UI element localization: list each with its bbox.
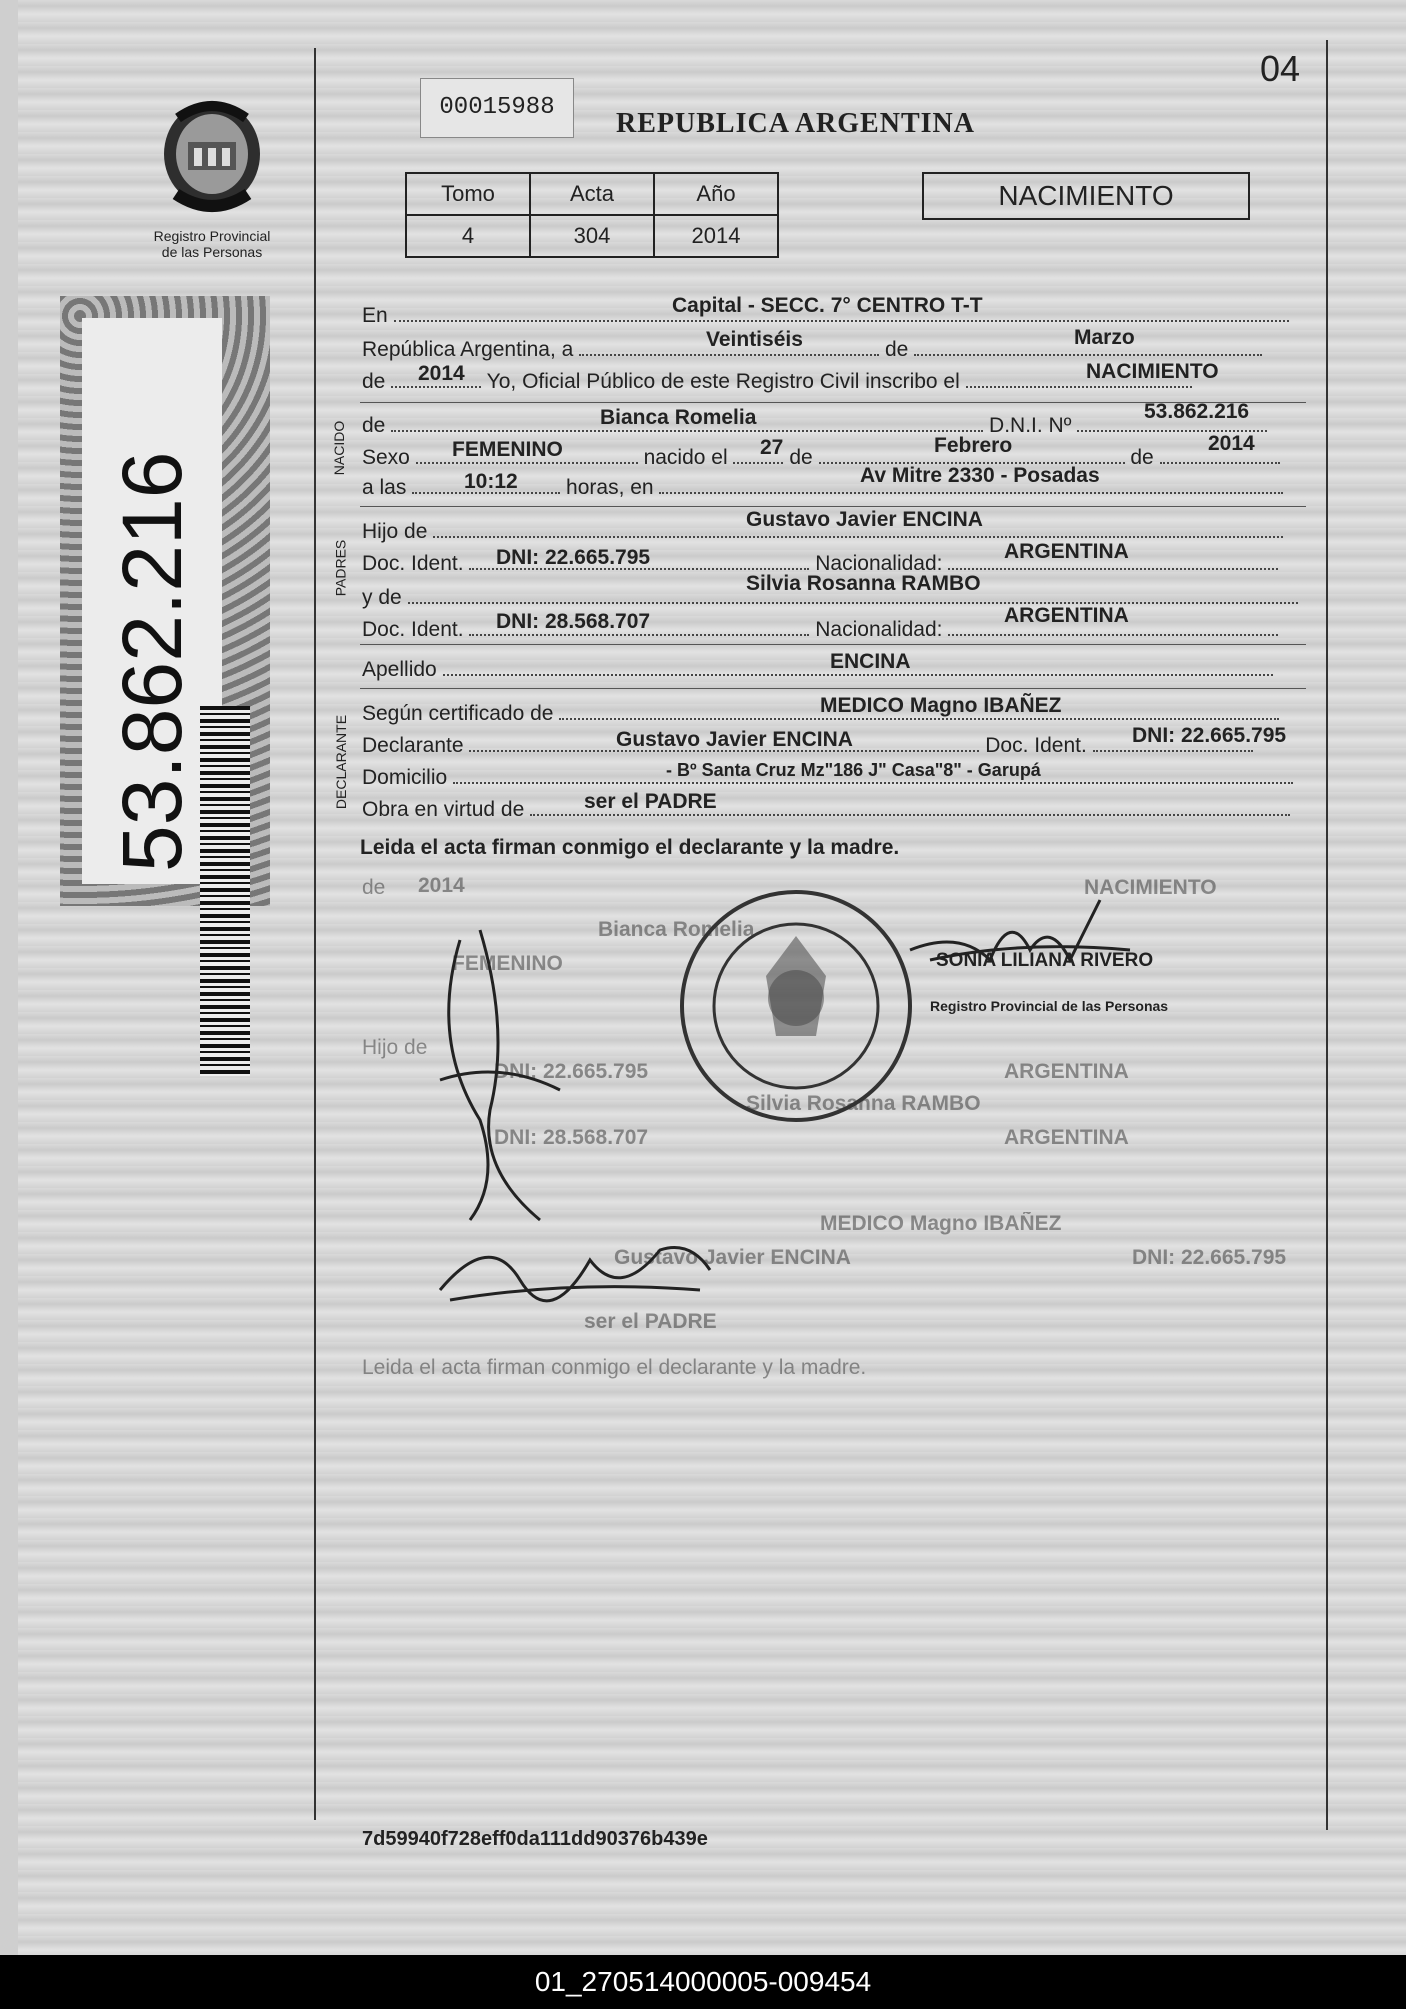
nacido-label: nacido el bbox=[643, 446, 728, 469]
ghost-closing: Leida el acta firman conmigo el declarante y la madre. bbox=[362, 1356, 867, 1379]
ghost-nac1-value: ARGENTINA bbox=[1004, 1060, 1129, 1083]
hijo-label: Hijo de bbox=[362, 520, 428, 543]
side-label-padres: PADRES bbox=[332, 539, 349, 597]
ghost-year-value: 2014 bbox=[418, 874, 465, 897]
cert-label: Según certificado de bbox=[362, 702, 554, 725]
de2-label: de bbox=[362, 370, 386, 393]
doc1-label: Doc. Ident. bbox=[362, 552, 464, 575]
document-title: REPUBLICA ARGENTINA bbox=[616, 108, 975, 139]
oficial-text: Yo, Oficial Público de este Registro Civil inscribo el bbox=[486, 370, 960, 393]
de-name-label: de bbox=[362, 414, 386, 437]
name-value: Bianca Romelia bbox=[600, 406, 757, 429]
ghost-cert-value: MEDICO Magno IBAÑEZ bbox=[820, 1212, 1062, 1235]
dni-label: D.N.I. Nº bbox=[989, 414, 1072, 437]
domicilio-label: Domicilio bbox=[362, 766, 448, 789]
table-header-acta: Acta bbox=[530, 173, 654, 215]
de3-label: de bbox=[789, 446, 813, 469]
registry-line-2: de las Personas bbox=[161, 244, 263, 260]
table-value-acta: 304 bbox=[530, 215, 654, 257]
signer-name: SONIA LILIANA RIVERO bbox=[936, 950, 1154, 971]
dni-number-vertical: 53.862.216 bbox=[105, 451, 199, 872]
inscribe-value: NACIMIENTO bbox=[1086, 360, 1219, 383]
signer-role: Registro Provincial de las Personas bbox=[930, 998, 1169, 1014]
table-value-year: 2014 bbox=[654, 215, 778, 257]
ghost-obra-value: ser el PADRE bbox=[584, 1310, 717, 1333]
doc2-value: DNI: 28.568.707 bbox=[496, 610, 651, 633]
docdecl-label: Doc. Ident. bbox=[985, 734, 1087, 757]
side-label-nacido: NACIDO bbox=[331, 420, 348, 476]
horas-label: horas, en bbox=[566, 476, 654, 499]
dni-value: 53.862.216 bbox=[1144, 400, 1250, 423]
time-value: 10:12 bbox=[464, 470, 518, 493]
ghost-sexo-value: FEMENINO bbox=[452, 952, 563, 975]
ghost-docdecl-value: DNI: 22.665.795 bbox=[1132, 1246, 1287, 1269]
row-obra bbox=[362, 798, 1290, 822]
section-divider bbox=[360, 506, 1306, 507]
nac2-value: ARGENTINA bbox=[1004, 604, 1129, 627]
declarante-label: Declarante bbox=[362, 734, 464, 757]
ghost-doc1-value: DNI: 22.665.795 bbox=[494, 1060, 649, 1083]
registry-name bbox=[140, 228, 284, 260]
sexo-value: FEMENINO bbox=[452, 438, 563, 461]
republica-label: República Argentina, a bbox=[362, 338, 574, 361]
declarant-signature-icon bbox=[420, 920, 580, 1230]
declarante-value: Gustavo Javier ENCINA bbox=[616, 728, 853, 751]
cert-value: MEDICO Magno IBAÑEZ bbox=[820, 694, 1062, 717]
doc2-label: Doc. Ident. bbox=[362, 618, 464, 641]
footer-filename: 01_270514000005-009454 bbox=[0, 1955, 1406, 2009]
document-hash: 7d59940f728eff0da111dd90376b439e bbox=[362, 1828, 708, 1850]
year-value: 2014 bbox=[418, 362, 465, 385]
place-value: Av Mitre 2330 - Posadas bbox=[860, 464, 1100, 487]
record-type-box: NACIMIENTO bbox=[922, 172, 1250, 220]
tomo-acta-year-table bbox=[405, 172, 779, 258]
de4-label: de bbox=[1130, 446, 1154, 469]
barcode bbox=[200, 706, 250, 1076]
yde-label: y de bbox=[362, 586, 402, 609]
ghost-mother-value: Silvia Rosanna RAMBO bbox=[746, 1092, 981, 1115]
nac2-label: Nacionalidad: bbox=[815, 618, 943, 641]
registry-line-1: Registro Provincial bbox=[153, 228, 271, 244]
birth-month: Febrero bbox=[934, 434, 1013, 457]
sexo-label: Sexo bbox=[362, 446, 410, 469]
ghost-nac2-value: ARGENTINA bbox=[1004, 1126, 1129, 1149]
section-divider bbox=[360, 688, 1306, 689]
obra-value: ser el PADRE bbox=[584, 790, 717, 813]
birth-year: 2014 bbox=[1208, 432, 1255, 455]
birth-day: 27 bbox=[760, 436, 784, 459]
ghost-declarante-value: Gustavo Javier ENCINA bbox=[614, 1246, 851, 1269]
ghost-inscribe-value: NACIMIENTO bbox=[1084, 876, 1217, 899]
page-number: 04 bbox=[1260, 48, 1301, 89]
en-label: En bbox=[362, 304, 388, 327]
left-rule bbox=[314, 48, 316, 1820]
father-value: Gustavo Javier ENCINA bbox=[746, 508, 983, 531]
apellido-value: ENCINA bbox=[830, 650, 911, 673]
official-stamp-icon bbox=[676, 886, 916, 1126]
nac1-value: ARGENTINA bbox=[1004, 540, 1129, 563]
domicilio-value: - Bº Santa Cruz Mz"186 J" Casa"8" - Garupá bbox=[666, 760, 1041, 780]
row-apellido bbox=[362, 658, 1273, 682]
docdecl-value: DNI: 22.665.795 bbox=[1132, 724, 1287, 747]
obra-label: Obra en virtud de bbox=[362, 798, 525, 821]
mother-value: Silvia Rosanna RAMBO bbox=[746, 572, 981, 595]
mother-signature-icon bbox=[430, 1210, 720, 1320]
serial-number: 00015988 bbox=[420, 78, 574, 138]
right-rule bbox=[1326, 40, 1328, 1830]
doc1-value: DNI: 22.665.795 bbox=[496, 546, 651, 569]
alas-label: a las bbox=[362, 476, 407, 499]
side-label-declarante: DECLARANTE bbox=[333, 714, 350, 810]
ghost-year-label: de bbox=[362, 876, 386, 899]
apellido-label: Apellido bbox=[362, 658, 437, 681]
dni-panel bbox=[60, 296, 270, 906]
closing-statement: Leida el acta firman conmigo el declarante y la madre. bbox=[360, 836, 900, 859]
de-label: de bbox=[885, 338, 909, 361]
month-value: Marzo bbox=[1074, 326, 1135, 349]
row-oficial bbox=[362, 370, 1192, 394]
row-name bbox=[362, 414, 1267, 438]
ghost-hijo-label: Hijo de bbox=[362, 1036, 428, 1059]
ghost-doc2-value: DNI: 28.568.707 bbox=[494, 1126, 649, 1149]
ghost-name-value: Bianca Romelia bbox=[598, 918, 755, 941]
table-value-tomo: 4 bbox=[406, 215, 530, 257]
day-value: Veintiséis bbox=[706, 328, 803, 351]
table-header-tomo: Tomo bbox=[406, 173, 530, 215]
en-value: Capital - SECC. 7° CENTRO T-T bbox=[672, 294, 983, 317]
nac1-label: Nacionalidad: bbox=[815, 552, 943, 575]
section-divider bbox=[360, 644, 1306, 645]
misiones-coat-of-arms-icon bbox=[158, 98, 266, 216]
table-header-year: Año bbox=[654, 173, 778, 215]
